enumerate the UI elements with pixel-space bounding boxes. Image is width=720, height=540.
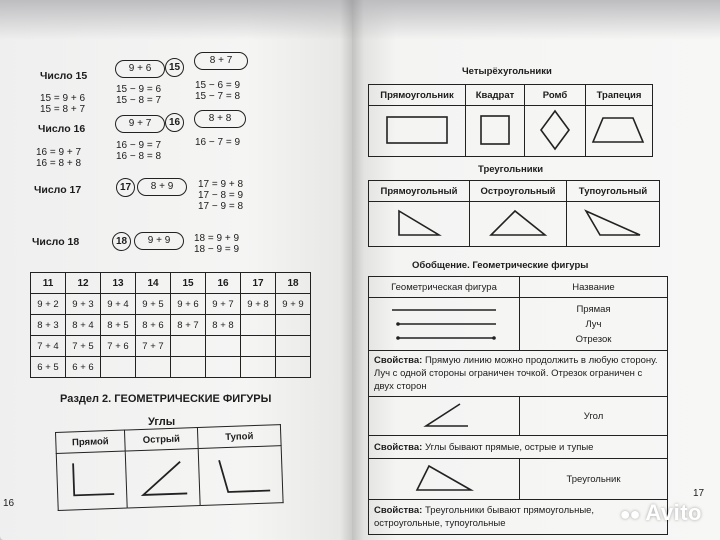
obtuse-angle-figure xyxy=(203,448,279,501)
square-cell xyxy=(466,106,525,157)
rectangle-figure xyxy=(382,112,452,148)
equation: 15 − 9 = 6 xyxy=(116,84,162,95)
addition-table-cell: 8 + 6 xyxy=(136,315,171,336)
addition-table-cell: 9 + 9 xyxy=(276,294,311,315)
number-18-label: Число 18 xyxy=(32,236,80,248)
square-figure xyxy=(475,112,515,148)
number-17-circle: 17 xyxy=(116,178,135,197)
rhombus-cell xyxy=(525,106,586,157)
properties-angles: Свойства: Углы бывают прямые, острые и тупые xyxy=(369,436,668,459)
summary-title: Обобщение. Геометрические фигуры xyxy=(412,260,589,271)
watermark-text: Avito xyxy=(645,500,702,525)
obtuse-triangle-figure xyxy=(578,205,648,241)
quad-header: Трапеция xyxy=(586,85,653,106)
number-15-equations-3 xyxy=(195,80,240,102)
addition-table-header-cell: 11 xyxy=(31,273,66,294)
number-15-pill-left: 9 + 6 xyxy=(115,60,165,78)
segment-name: Отрезок xyxy=(575,333,612,345)
number-18-pill: 9 + 9 xyxy=(134,232,184,250)
obtuse-angle-cell xyxy=(198,446,283,506)
addition-table-cell: 8 + 4 xyxy=(66,315,101,336)
addition-table-cell: 9 + 5 xyxy=(136,294,171,315)
equation: 15 − 7 = 8 xyxy=(195,91,241,102)
angle-figure-cell xyxy=(369,397,520,436)
equation: 16 − 9 = 7 xyxy=(116,140,162,151)
angle-header-acute: Острый xyxy=(124,428,198,452)
acute-triangle-cell xyxy=(470,202,567,247)
number-18-circle: 18 xyxy=(112,232,131,251)
angle-name: Угол xyxy=(520,397,668,436)
number-16-equations-3 xyxy=(195,137,240,148)
lines-figure xyxy=(384,300,504,346)
rhombus-figure xyxy=(535,109,575,151)
acute-triangle-figure xyxy=(483,205,553,241)
equation: 16 = 9 + 7 xyxy=(36,147,82,158)
number-16-equations-2 xyxy=(116,140,161,162)
addition-table-cell: 9 + 8 xyxy=(241,294,276,315)
addition-table-cell: 9 + 7 xyxy=(206,294,241,315)
summary-table xyxy=(368,276,668,535)
triangle-header: Остроугольный xyxy=(470,181,567,202)
addition-table-cell: 8 + 5 xyxy=(101,315,136,336)
angle-header-right: Прямой xyxy=(56,430,126,453)
addition-table-header-cell: 12 xyxy=(66,273,101,294)
number-16-equations-1 xyxy=(36,147,81,169)
left-page-number: 16 xyxy=(3,498,15,509)
triangle-header: Тупоугольный xyxy=(567,181,660,202)
ray-name: Луч xyxy=(585,318,602,330)
acute-angle-figure xyxy=(130,451,196,503)
right-page-number: 17 xyxy=(693,488,705,499)
addition-table-row xyxy=(31,294,311,315)
addition-table-header-cell: 17 xyxy=(241,273,276,294)
addition-table-header-cell: 15 xyxy=(171,273,206,294)
equation: 18 − 9 = 9 xyxy=(194,244,240,255)
angle-figure xyxy=(414,398,474,432)
angle-header-obtuse: Тупой xyxy=(197,425,281,449)
number-18-equations xyxy=(194,233,239,255)
addition-table xyxy=(30,272,311,378)
number-15-equations-1 xyxy=(40,93,85,115)
avito-watermark xyxy=(620,500,702,526)
quad-header: Квадрат xyxy=(466,85,525,106)
properties-triangles: Свойства: Треугольники бывают прямоугольные, остроугольные, тупоугольные xyxy=(369,500,668,535)
addition-table-cell: 8 + 3 xyxy=(31,315,66,336)
number-15-circle: 15 xyxy=(165,58,184,77)
addition-table-header-cell: 14 xyxy=(136,273,171,294)
addition-table-header-cell: 16 xyxy=(206,273,241,294)
right-angle-cell xyxy=(56,451,127,510)
addition-table-cell xyxy=(241,357,276,378)
summary-header-figure: Геометрическая фигура xyxy=(369,277,520,298)
triangles-table xyxy=(368,180,660,247)
number-16-pill-right: 8 + 8 xyxy=(194,110,246,128)
addition-table-cell: 8 + 8 xyxy=(206,315,241,336)
triangle-figure xyxy=(409,460,479,496)
equation: 15 − 6 = 9 xyxy=(195,80,241,91)
addition-table-cell xyxy=(241,336,276,357)
addition-table-cell: 9 + 2 xyxy=(31,294,66,315)
properties-lines: Свойства: Прямую линию можно продолжить в любую сторону. Луч с одной стороны ограничен точкой. Отрезок ограничен с двух сторон xyxy=(369,351,668,397)
addition-table-cell: 9 + 4 xyxy=(101,294,136,315)
addition-table-cell xyxy=(136,357,171,378)
addition-table-cell: 7 + 6 xyxy=(101,336,136,357)
addition-table-row xyxy=(31,315,311,336)
book-spine xyxy=(340,0,364,540)
summary-header-name: Название xyxy=(520,277,668,298)
addition-table-cell: 6 + 5 xyxy=(31,357,66,378)
quad-title: Четырёхугольники xyxy=(462,66,552,77)
addition-table-header-cell: 13 xyxy=(101,273,136,294)
number-17-equations xyxy=(198,179,243,212)
trapezoid-figure xyxy=(589,112,649,148)
equation: 17 = 9 + 8 xyxy=(198,179,244,190)
number-15-pill-right: 8 + 7 xyxy=(194,52,248,70)
section-title: Раздел 2. ГЕОМЕТРИЧЕСКИЕ ФИГУРЫ xyxy=(60,393,272,405)
trapezoid-cell xyxy=(586,106,653,157)
triangle-figure-cell xyxy=(369,459,520,500)
equation: 18 = 9 + 9 xyxy=(194,233,240,244)
triangles-title: Треугольники xyxy=(478,164,544,175)
equation: 15 = 9 + 6 xyxy=(40,93,86,104)
addition-table-cell: 7 + 7 xyxy=(136,336,171,357)
angles-table xyxy=(55,424,284,511)
addition-table-cell: 9 + 3 xyxy=(66,294,101,315)
avito-logo-icon: ●● xyxy=(619,504,640,524)
equation: 16 = 8 + 8 xyxy=(36,158,82,169)
addition-table-cell xyxy=(276,357,311,378)
number-16-label: Число 16 xyxy=(38,123,86,135)
number-17-label: Число 17 xyxy=(34,184,82,196)
equation: 16 − 8 = 8 xyxy=(116,151,162,162)
addition-table-cell: 7 + 5 xyxy=(66,336,101,357)
right-triangle-cell xyxy=(369,202,470,247)
equation: 15 − 8 = 7 xyxy=(116,95,162,106)
quadrilaterals-table xyxy=(368,84,653,157)
addition-table-header-row xyxy=(31,273,311,294)
right-angle-figure xyxy=(61,453,123,505)
addition-table-cell xyxy=(206,357,241,378)
lines-figure-cell xyxy=(369,298,520,351)
addition-table-cell: 6 + 6 xyxy=(66,357,101,378)
addition-table-cell xyxy=(171,336,206,357)
addition-table-cell xyxy=(276,315,311,336)
quad-header: Ромб xyxy=(525,85,586,106)
number-15-equations-2 xyxy=(116,84,161,106)
obtuse-triangle-cell xyxy=(567,202,660,247)
addition-table-row xyxy=(31,357,311,378)
lines-names-cell xyxy=(520,298,668,351)
addition-table-cell xyxy=(206,336,241,357)
line-name: Прямая xyxy=(576,303,611,315)
equation: 15 = 8 + 7 xyxy=(40,104,86,115)
equation: 17 − 8 = 9 xyxy=(198,190,244,201)
addition-table-header-cell: 18 xyxy=(276,273,311,294)
number-16-circle: 16 xyxy=(165,113,184,132)
rectangle-cell xyxy=(369,106,466,157)
triangle-name: Треугольник xyxy=(520,459,668,500)
right-triangle-figure xyxy=(389,205,449,241)
addition-table-cell xyxy=(276,336,311,357)
addition-table-row xyxy=(31,336,311,357)
angles-title: Углы xyxy=(148,416,176,428)
equation: 16 − 7 = 9 xyxy=(195,137,241,148)
addition-table-cell: 7 + 4 xyxy=(31,336,66,357)
addition-table-cell xyxy=(171,357,206,378)
number-15-label: Число 15 xyxy=(40,70,88,82)
number-17-pill: 8 + 9 xyxy=(137,178,187,196)
quad-header: Прямоугольник xyxy=(369,85,466,106)
addition-table-cell: 8 + 7 xyxy=(171,315,206,336)
number-16-pill-left: 9 + 7 xyxy=(115,115,165,133)
addition-table-cell xyxy=(101,357,136,378)
addition-table-cell xyxy=(241,315,276,336)
equation: 17 − 9 = 8 xyxy=(198,201,244,212)
addition-table-cell: 9 + 6 xyxy=(171,294,206,315)
acute-angle-cell xyxy=(125,449,200,509)
triangle-header: Прямоугольный xyxy=(369,181,470,202)
